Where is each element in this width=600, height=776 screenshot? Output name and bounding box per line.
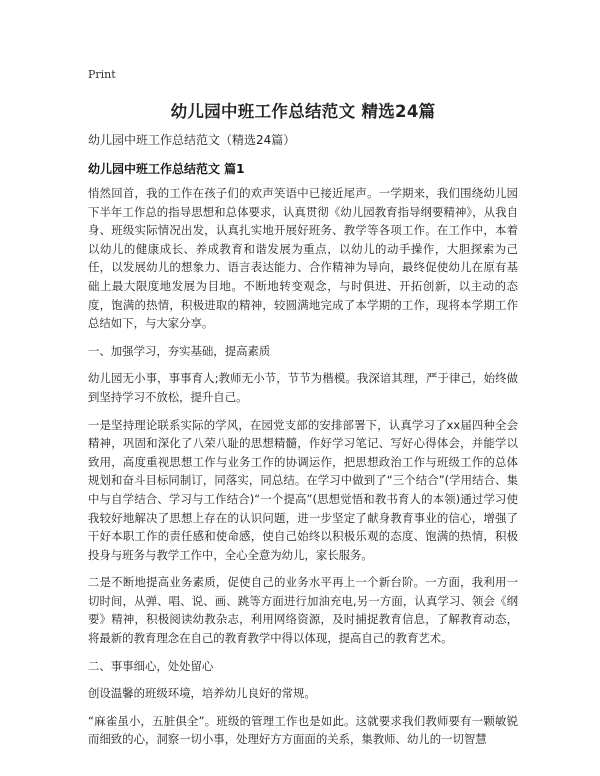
paragraph-theory: 一是坚持理论联系实际的学风，在园党支部的安排部署下，认真学习了xx届四种全会精神，巩固和深化了八荣八耻的思想精髓，作好学习笔记、写好心得体会，并能学以致用，高度重视思想工作与业务工作的协调运作，把思想政治工作与班级工作的总体规划和奋斗目标同制订，同落实，同总结。在学习中做到了“三个结合”(学用结合、集中与自学结合、学习与工作结合)“一个提高”(思想觉悟和教书育人的本领)通过学习使我较好地解决了思想上存在的认识问题，进一步坚定了献身教育事业的信心，增强了干好本职工作的责任感和使命感，使自己始终以积极乐观的态度、饱满的热情，积极投身与班务与教学工作中，全心全意为幼儿，家长服务。 bbox=[88, 417, 518, 562]
paragraph-environment: 创设温馨的班级环境，培养幼儿良好的常规。 bbox=[88, 686, 316, 701]
document-title: 幼儿园中班工作总结范文 精选24篇 bbox=[170, 102, 436, 121]
paragraph-skills: 二是不断地提高业务素质，促使自己的业务水平再上一个新台阶。一方面，我利用一切时间，从弹、唱、说、画、跳等方面进行加油充电,另一方面，认真学习、领会《纲要》精神，积极阅读幼教杂志，利用网络资源，及时捕捉教育信息，了解教育动态，将最新的教育理念在自己的教育教学中得以体现，提高自己的教育艺术。 bbox=[88, 575, 518, 646]
paragraph-intro: 悄然回首，我的工作在孩子们的欢声笑语中已接近尾声。一学期来，我们围绕幼儿园下半年工作总的指导思想和总体要求，认真贯彻《幼儿园教育指导纲要精神》，从我自身、班级实际情况出发，认真扎实地开展好班务、教学等各项工作。在工作中，本着以幼儿的健康成长、养成教育和谐发展为重点，以幼儿的动手操作，大胆探索为己任，以发展幼儿的想象力、语言表达能力、合作精神为导向，最终促使幼儿在原有基础上最大限度地发展为目地。不断地转变观念，与时俱进、开拓创新，以主动的态度，饱满的热情，积极进取的精神，较圆满地完成了本学期的工作，现将本学期工作总结如下，与大家分享。 bbox=[88, 186, 518, 331]
print-label: Print bbox=[88, 68, 116, 81]
paragraph-study-intro: 幼儿园无小事，事事育人;教师无小节，节节为楷模。我深谙其理，严于律己，始终做到坚持学习不放松，提升自己。 bbox=[88, 371, 518, 404]
document-body bbox=[88, 184, 518, 758]
document-subtitle: 幼儿园中班工作总结范文（精选24篇） bbox=[88, 133, 296, 147]
subheading-care: 二、事事细心，处处留心 bbox=[88, 658, 214, 673]
section-heading: 幼儿园中班工作总结范文 篇1 bbox=[88, 162, 245, 176]
subheading-study: 一、加强学习，夯实基础，提高素质 bbox=[88, 343, 271, 358]
paragraph-management: “麻雀虽小，五脏俱全”。班级的管理工作也是如此。这就要求我们教师要有一颗敏锐而细致的心，洞察一切小事，处理好方方面面的关系，集教师、幼儿的一切智慧 bbox=[88, 713, 518, 747]
